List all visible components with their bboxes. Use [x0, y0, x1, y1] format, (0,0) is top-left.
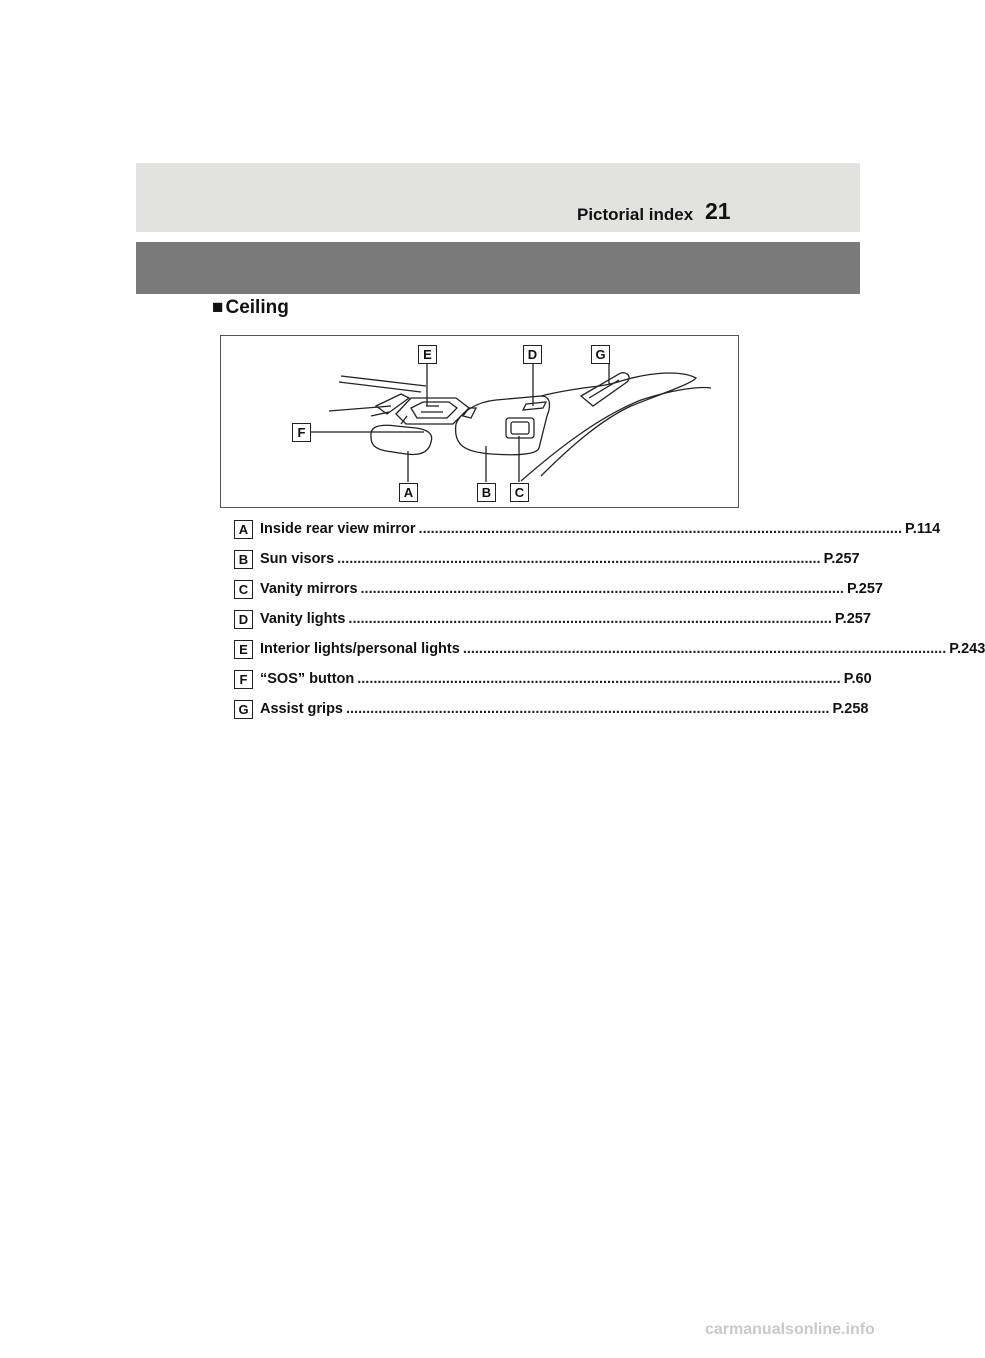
assist-grip-shape	[581, 373, 629, 406]
vanity-mirror-glass	[511, 422, 529, 434]
legend-label: Sun visors	[260, 551, 335, 567]
legend-tag: F	[234, 670, 253, 689]
callout-c: C	[510, 483, 529, 502]
callout-b: B	[477, 483, 496, 502]
legend-label: Interior lights/personal lights	[260, 641, 460, 657]
watermark: carmanualsonline.info	[705, 1321, 875, 1338]
rear-view-mirror	[371, 425, 432, 454]
legend-item	[234, 604, 871, 634]
title-bar	[136, 242, 860, 294]
callout-a: A	[399, 483, 418, 502]
square-bullet-icon: ■	[212, 297, 224, 318]
legend-item	[234, 694, 869, 724]
legend-tag: C	[234, 580, 253, 599]
leader-dots: ........................................................................................................................	[346, 701, 830, 717]
page-reference-link[interactable]: P.257	[834, 611, 871, 627]
leader-dots: ........................................................................................................................	[418, 521, 902, 537]
legend-tag: G	[234, 700, 253, 719]
sun-visor-shape	[456, 396, 550, 455]
callout-g: G	[591, 345, 610, 364]
leader-dots: ........................................................................................................................	[348, 611, 832, 627]
left-visor-shape	[376, 394, 409, 414]
legend-tag: B	[234, 550, 253, 569]
legend-label: Vanity lights	[260, 611, 346, 627]
page-reference-link[interactable]: P.257	[846, 581, 883, 597]
callout-d: D	[523, 345, 542, 364]
legend-label: Inside rear view mirror	[260, 521, 416, 537]
section-heading	[212, 297, 289, 319]
leader-dots: ........................................................................................................................	[360, 581, 844, 597]
page-reference-link[interactable]: P.258	[832, 701, 869, 717]
page-reference-link[interactable]: P.243	[949, 641, 985, 657]
callout-e: E	[418, 345, 437, 364]
page-reference-link[interactable]: P.257	[823, 551, 860, 567]
legend-item	[234, 574, 883, 604]
page-number: 21	[705, 198, 731, 224]
legend-tag: A	[234, 520, 253, 539]
page-reference-link[interactable]: P.114	[904, 521, 941, 537]
overhead-light-panel	[411, 402, 457, 418]
legend-item	[234, 664, 872, 694]
vanity-mirror-shape	[506, 418, 534, 438]
leader-dots: ........................................................................................................................	[462, 641, 947, 657]
legend-label: Vanity mirrors	[260, 581, 358, 597]
ceiling-illustration	[220, 335, 739, 508]
legend-label: “SOS” button	[260, 671, 355, 687]
legend-list	[234, 514, 985, 724]
page-reference-link[interactable]: P.60	[843, 671, 872, 687]
vanity-light-shape	[523, 402, 546, 410]
legend-item	[234, 514, 941, 544]
headliner-edge-line	[341, 376, 426, 386]
section-heading-text: Ceiling	[225, 297, 289, 318]
legend-tag: E	[234, 640, 253, 659]
callout-f: F	[292, 423, 311, 442]
legend-label: Assist grips	[260, 701, 343, 717]
legend-tag: D	[234, 610, 253, 629]
legend-item	[234, 634, 985, 664]
leader-dots: ........................................................................................................................	[337, 551, 821, 567]
legend-item	[234, 544, 860, 574]
header-title: Pictorial index	[577, 205, 694, 224]
leader-dots: ........................................................................................................................	[357, 671, 841, 687]
header-band	[136, 163, 860, 232]
